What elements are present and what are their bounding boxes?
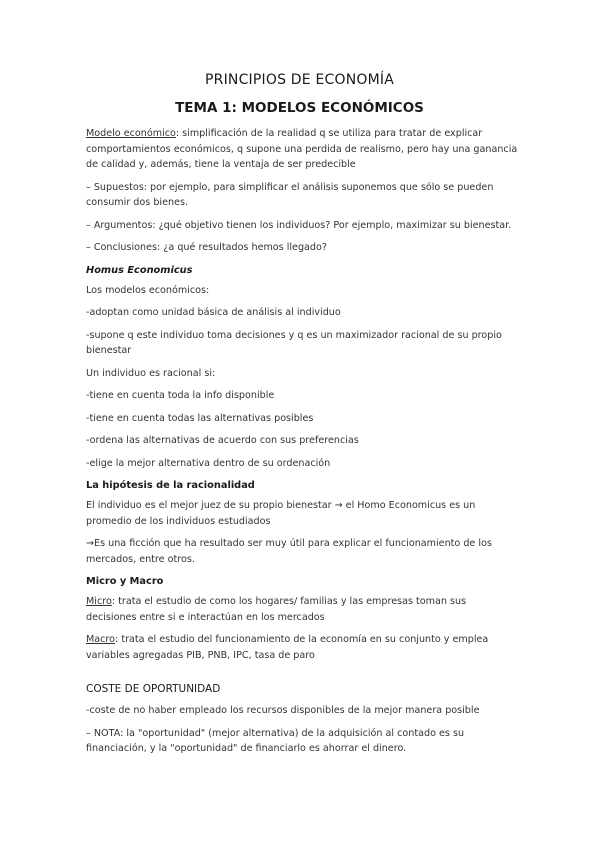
macro-definition	[86, 632, 518, 663]
racional-item: -tiene en cuenta todas las alternativas posibles	[86, 412, 314, 424]
conclusiones-paragraph: – Conclusiones: ¿a qué resultados hemos llegado?	[86, 242, 327, 253]
coste-paragraph: -coste de no haber empleado los recursos disponibles de la mejor manera posible	[86, 705, 480, 716]
coste-heading: COSTE DE OPORTUNIDAD	[86, 683, 221, 695]
document-subtitle: TEMA 1: MODELOS ECONÓMICOS	[175, 100, 424, 116]
micro-macro-heading: Micro y Macro	[86, 576, 164, 587]
macro-text: : trata el estudio del funcionamiento de la economía en su conjunto y emplea variables agregadas PIB, PNB, IPC, tasa de paro	[86, 634, 489, 661]
micro-text: : trata el estudio de como los hogares/ familias y las empresas toman sus decisiones entre si e interactúan en los mercados	[86, 596, 467, 623]
hipotesis-paragraph: El individuo es el mejor juez de su propio bienestar → el Homo Economicus es un promedio de los individuos estudiados	[86, 500, 476, 527]
micro-term: Micro	[86, 596, 112, 607]
homus-item: -adoptan como unidad básica de análisis al individuo	[86, 307, 341, 318]
argumentos-paragraph: – Argumentos: ¿qué objetivo tienen los individuos? Por ejemplo, maximizar su bienestar.	[86, 219, 512, 231]
racional-item: -ordena las alternativas de acuerdo con sus preferencias	[86, 435, 359, 446]
document-body	[86, 126, 518, 764]
racional-item: -elige la mejor alternativa dentro de su ordenación	[86, 457, 331, 469]
homus-item: -supone q este individuo toma decisiones y q es un maximizador racional de su propio bienestar	[86, 329, 502, 356]
hipotesis-heading: La hipótesis de la racionalidad	[86, 480, 255, 491]
modelo-definition-text: : simplificación de la realidad q se utiliza para tratar de explicar comportamientos económicos, q supone una perdida de realismo, pero hay una ganancia de calidad y, además, tiene la ventaja de ser predecible	[86, 128, 518, 170]
hipotesis-paragraph: →Es una ficción que ha resultado ser muy útil para explicar el funcionamiento de los mercados, entre otros.	[86, 538, 492, 565]
modelo-term: Modelo económico	[86, 128, 176, 139]
racional-intro: Un individuo es racional si:	[86, 367, 216, 379]
micro-definition	[86, 594, 518, 625]
macro-term: Macro	[86, 634, 116, 645]
coste-note: – NOTA: la "oportunidad" (mejor alternativa) de la adquisición al contado es su financiación, y la "oportunidad" de financiarlo es ahorrar el dinero.	[86, 727, 465, 754]
modelo-definition	[86, 126, 518, 173]
document-title: PRINCIPIOS DE ECONOMÍA	[205, 72, 394, 88]
racional-item: -tiene en cuenta toda la info disponible	[86, 390, 275, 401]
supuestos-paragraph: – Supuestos: por ejemplo, para simplificar el análisis suponemos que sólo se pueden consumir dos bienes.	[86, 181, 494, 208]
homus-intro: Los modelos económicos:	[86, 284, 210, 296]
homus-heading: Homus Economicus	[86, 264, 193, 276]
